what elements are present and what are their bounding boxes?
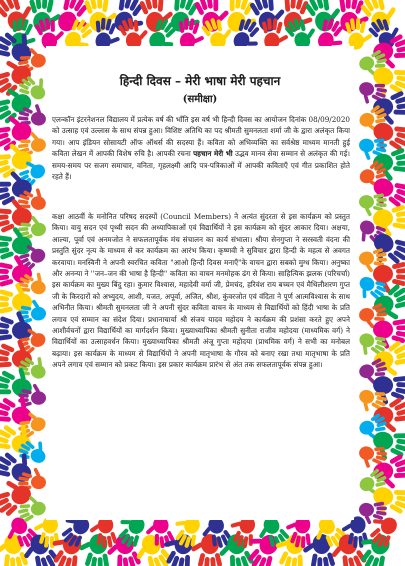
intro-text-b: उद्भव मानव सेवा सम्मान से अलंकृत की गई। समय-समय पर सजग समाचार, वनिता, गृहलक्ष्मी आदि पत्र-पत्रिकाओं में आपकी कविताएँ एवं गीत प्रकाशित होते रहते हैं। <box>52 149 350 182</box>
hand-print <box>77 533 112 566</box>
intro-text-a: एलन्कॉन इंटरनेशनल विद्यालय में प्रत्येक वर्ष की भाँति इस वर्ष भी हिन्दी दिवस का आयोजन दिनांक 08/09/2020 को उत्साह एवं उल्लास के साथ संपन्न हुआ। विशिष्ट अतिथि का पद श्रीमती सुमनलता शर्मा जी के द्वारा अलंकृत किया गया। आप इंडियन सोसायटी ऑफ ऑथर्स की सदस्या हैं। कविता को अभिव्यक्ति का सर्वश्रेष्ठ माध्यम मानती हुई कविता लेखन में आपकी विशेष रुचि है। आपकी रचना <box>52 115 350 159</box>
content-panel <box>46 46 354 520</box>
document-title: हिन्दी दिवस – मेरी भाषा मेरी पहचान <box>119 74 281 88</box>
hand-print <box>29 0 62 32</box>
hand-print <box>0 138 35 180</box>
paragraph-intro <box>52 114 350 182</box>
paragraph-program: कक्षा आठवीं के मनोनित परिषद सदस्यों (Council Members) ने अत्यंत सुंदरता से इस कार्यक्रम को प्रस्तुत किया। वायु सदन एवं पृथ्वी सदन की अध्यापिकाओं एवं विद्यार्थियों ने इस कार्यक्रम को सुंदर आकार दिया। अक्षया, आल्या, पूर्वा एवं अनमजोत ने सफलतापूर्वक मंच संचालन का कार्य संभाला। श्रीया सेनगुप्ता ने सरस्वती वंदना की प्रस्तुति सुंदर नृत्य के माध्यम से कर कार्यक्रम का आरंभ किया। कृष्णवी ने सुविचार द्वारा हिन्दी के महत्व से अवगत करवाया। मनस्विनी ने अपनी स्वरचित कविता "आओ हिन्दी दिवस मनाएँ"के वाचन द्वारा सबको मुग्ध किया। अनुष्का और अनन्या ने ''जन–जन की भाषा है हिन्दी'' कविता का वाचन मनमोहक ढंग से किया। साहित्यिक झलक (परिचर्चा) इस कार्यक्रम का मुख्य बिंदु रहा। कुमार विश्वास, महादेवी वर्मा जी, प्रेमचंद, हरिवंश राय बच्चन एवं मैथिलीशरण गुप्त जी के किरदारों को अभ्युदय, आशी, यजत, अपूर्वा, अजित, श्रीश, कुंवरजोत एवं वंदिता ने पूर्ण आत्मविश्वास के साथ अभिनीत किया। श्रीमती सुमनलता जी ने अपनी सुंदर कविता वाचन के माध्यम से विद्यार्थियों को हिंदी भाषा के प्रति लगाव एवं सम्मान का संदेश दिया। प्रधानाचार्या श्री संजय यादव महोदय ने कार्यक्रम की प्रशंसा करते हुए अपने आशीर्वचनों द्वारा विद्यार्थियों का मार्गदर्शन किया। मुख्याध्यापिका श्रीमती सुनीता राजीव महोदया (माध्यमिक वर्ग) ने विद्यार्थियों का उत्साहवर्धन किया। मुख्याध्यापिका श्रीमती अंजू गुप्ता महोदया (प्राथमिक वर्ग) ने सभी का मनोबल बढ़ाया। इस कार्यक्रम के माध्यम से विद्यार्थियों ने अपनी मातृभाषा के गौरव को बनाए रखा तथा मातृभाषा के प्रति अपने लगाव एवं सम्मान को प्रकट किया। इस प्रकार कार्यक्रम प्रारंभ से अंत तक सफलतापूर्वक संपन्न हुआ। <box>52 212 350 370</box>
hand-print <box>193 0 233 35</box>
hand-print <box>0 362 36 402</box>
hand-print <box>0 335 35 373</box>
document-subtitle: (समीक्षा) <box>182 94 218 105</box>
poem-title-highlight: पहचान मेरी भी <box>193 149 233 159</box>
hand-print <box>370 371 405 408</box>
